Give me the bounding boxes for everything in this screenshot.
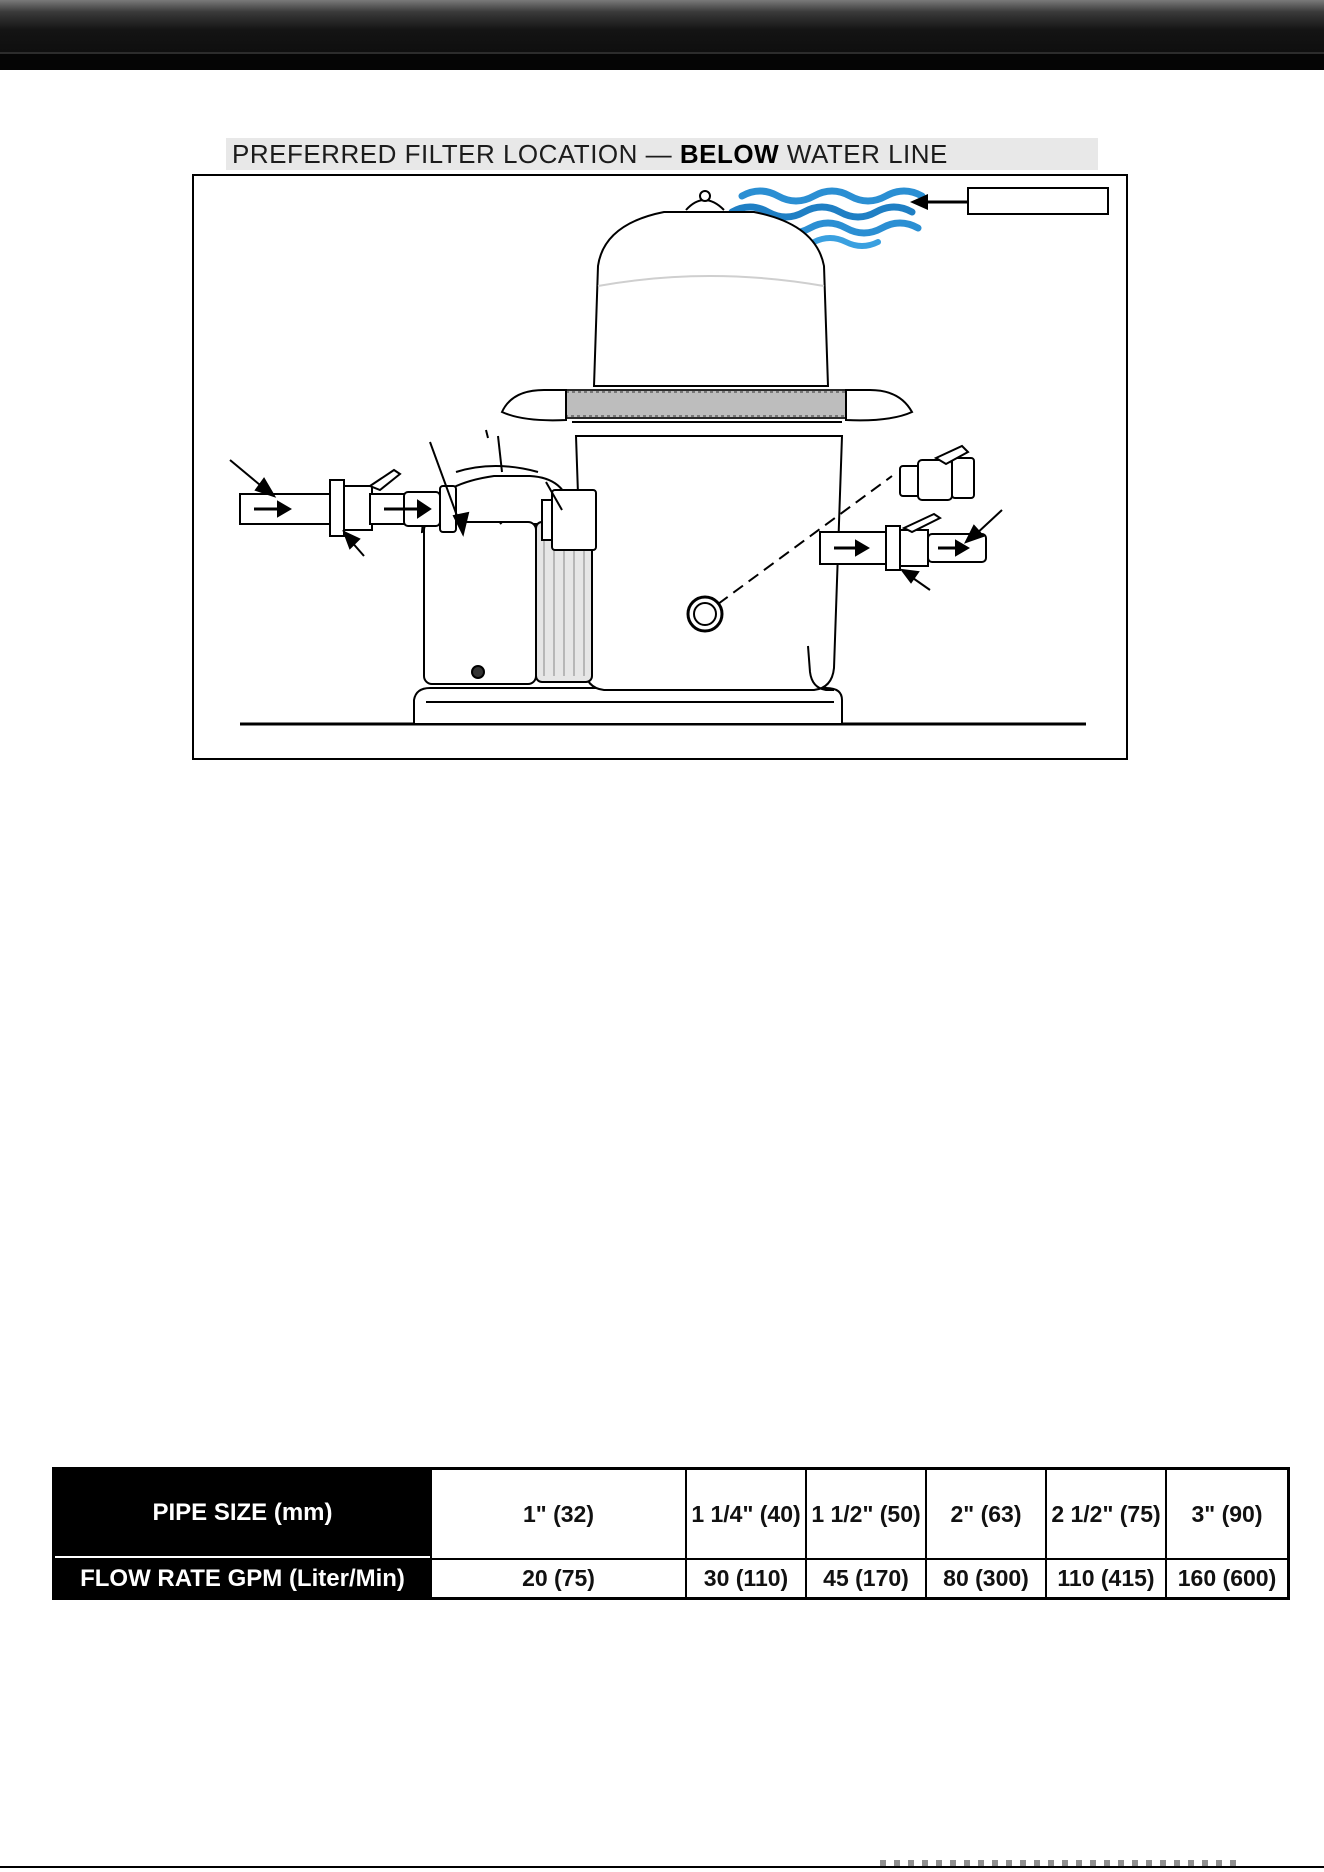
page-bottom-rule <box>0 1866 1324 1868</box>
pipe-size-cell: 3" (90) <box>1165 1470 1287 1558</box>
flow-rate-cell: 20 (75) <box>430 1560 685 1597</box>
filter-diagram <box>192 174 1128 760</box>
filter-illustration <box>194 176 1126 758</box>
pipe-size-cell: 1" (32) <box>430 1470 685 1558</box>
pipe-size-cell: 2 1/2" (75) <box>1045 1470 1165 1558</box>
flow-rate-cell: 160 (600) <box>1165 1560 1287 1597</box>
header-bar-edge <box>0 52 1324 70</box>
diagram-title-suffix: WATER LINE <box>779 139 948 169</box>
drain-valve-detail <box>900 446 974 500</box>
pipe-size-row <box>55 1470 1287 1560</box>
flow-rate-cell: 80 (300) <box>925 1560 1045 1597</box>
flow-rate-row <box>55 1560 1287 1597</box>
outlet-pipe <box>820 514 986 570</box>
flow-rate-cell: 30 (110) <box>685 1560 805 1597</box>
inlet-pipe <box>240 470 456 536</box>
diagram-title <box>226 138 1098 170</box>
flow-rate-label: FLOW RATE GPM (Liter/Min) <box>55 1560 430 1597</box>
water-line-label-box <box>968 188 1108 214</box>
flow-rate-cell: 110 (415) <box>1045 1560 1165 1597</box>
filter-lid <box>594 191 828 386</box>
flow-rate-cell: 45 (170) <box>805 1560 925 1597</box>
pipe-size-label: PIPE SIZE (mm) <box>55 1470 430 1558</box>
diagram-title-prefix: PREFERRED FILTER LOCATION — <box>232 139 680 169</box>
pipe-size-cell: 1 1/2" (50) <box>805 1470 925 1558</box>
equipment-base <box>414 688 842 724</box>
header-bar <box>0 0 1324 68</box>
clamp-ring <box>502 390 912 422</box>
pipe-size-cell: 2" (63) <box>925 1470 1045 1558</box>
pipe-size-flow-rate-table <box>52 1467 1290 1600</box>
pipe-size-cell: 1 1/4" (40) <box>685 1470 805 1558</box>
diagram-title-emphasis: BELOW <box>679 139 780 169</box>
